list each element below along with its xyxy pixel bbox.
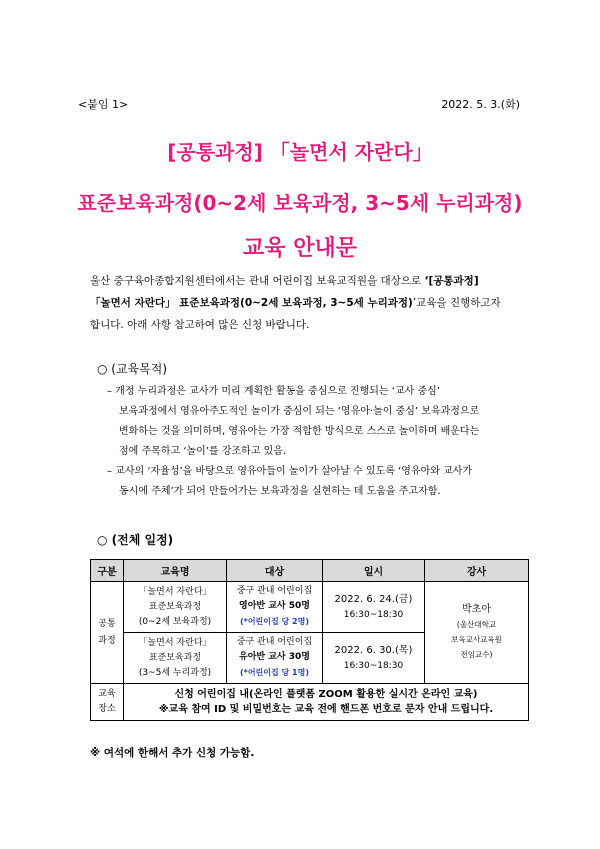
- intro-course-name: ‘[공통과정]: [424, 275, 479, 287]
- course-name-cell: 「놀면서 자란다」 표준보육과정 (0~2세 보육과정): [124, 582, 227, 633]
- purpose-bullet-1-cont: 변화하는 것을 의미하며, 영유아는 가장 적합한 방식으로 스스로 놀이하며 배운다는: [119, 426, 480, 437]
- place-label-cell: 교육 장소: [91, 684, 124, 721]
- document-date: 2022. 5. 3.(화): [441, 98, 520, 111]
- place-cell: 신청 어린이집 내(온라인 플랫폼 ZOOM 활용한 실시간 온라인 교육) ※교육 참여 ID 및 비밀번호는 교육 전에 핸드폰 번호로 문자 안내 드립니다.: [124, 684, 529, 721]
- intro-paragraph: [90, 270, 528, 336]
- datetime-cell: 2022. 6. 30.(목) 16:30~18:30: [323, 633, 425, 684]
- schedule-heading: ○ (전체 일정): [97, 533, 174, 547]
- table-header-row: [91, 560, 529, 582]
- target-cell: 중구 관내 어린이집 유아반 교사 30명 (*어린이집 당 1명): [227, 633, 323, 684]
- table-row: [91, 582, 529, 633]
- target-cell: 중구 관내 어린이집 영아반 교사 50명 (*어린이집 당 2명): [227, 582, 323, 633]
- footnote: ※ 여석에 한해서 추가 신청 가능함.: [90, 747, 255, 759]
- column-header: 일시: [323, 560, 425, 582]
- column-header: 구분: [91, 560, 124, 582]
- datetime-cell: 2022. 6. 24.(금) 16:30~18:30: [323, 582, 425, 633]
- instructor-cell: 박초아 (울산대학교 보육교사교육원 전임교수): [425, 582, 529, 684]
- purpose-bullet-2: – 교사의 ‘자율성’을 바탕으로 영유아들이 놀이가 살아날 수 있도록 ‘영유아와 교사가: [107, 466, 473, 477]
- purpose-bullet-1: – 개정 누리과정은 교사가 미리 계획한 활동을 중심으로 진행되는 ‘교사 중심’: [107, 386, 440, 397]
- intro-text: ’교육을 진행하고자: [412, 297, 501, 309]
- purpose-bullet-2-cont: 동시에 주체’가 되어 만들어가는 보육과정을 실현하는 데 도움을 주고자함.: [119, 486, 441, 497]
- intro-text: 울산 중구육아종합지원센터에서는 관내 어린이집 보육교직원을 대상으로: [90, 275, 425, 287]
- purpose-bullet-1-cont: 점에 주목하고 ‘놀이’를 강조하고 있음.: [119, 446, 287, 457]
- intro-course-name: 「놀면서 자란다」 표준보육과정(0~2세 보육과정, 3~5세 누리과정): [90, 297, 413, 309]
- column-header: 대상: [227, 560, 323, 582]
- course-group-cell: 공통 과정: [91, 582, 124, 684]
- table-row: [91, 684, 529, 721]
- schedule-table: [90, 559, 529, 721]
- title-line-3: 교육 안내문: [243, 236, 357, 261]
- course-name-cell: 「놀면서 자란다」 표준보육과정 (3~5세 누리과정): [124, 633, 227, 684]
- document-header: [78, 96, 520, 112]
- purpose-heading: ○ (교육목적): [97, 362, 168, 376]
- purpose-list: [107, 382, 527, 502]
- column-header: 강사: [425, 560, 529, 582]
- column-header: 교육명: [124, 560, 227, 582]
- attachment-label: <붙임 1>: [78, 98, 129, 111]
- intro-text: 합니다. 아래 사항 참고하여 많은 신청 바랍니다.: [90, 319, 310, 331]
- purpose-bullet-1-cont: 보육과정에서 영유아주도적인 놀이가 중심이 되는 ‘영유아·놀이 중심’ 보육과정으로: [119, 406, 480, 417]
- title-line-2: 표준보육과정(0~2세 보육과정, 3~5세 누리과정): [77, 191, 523, 215]
- title-line-1: [공통과정] 「놀면서 자란다」: [167, 140, 433, 164]
